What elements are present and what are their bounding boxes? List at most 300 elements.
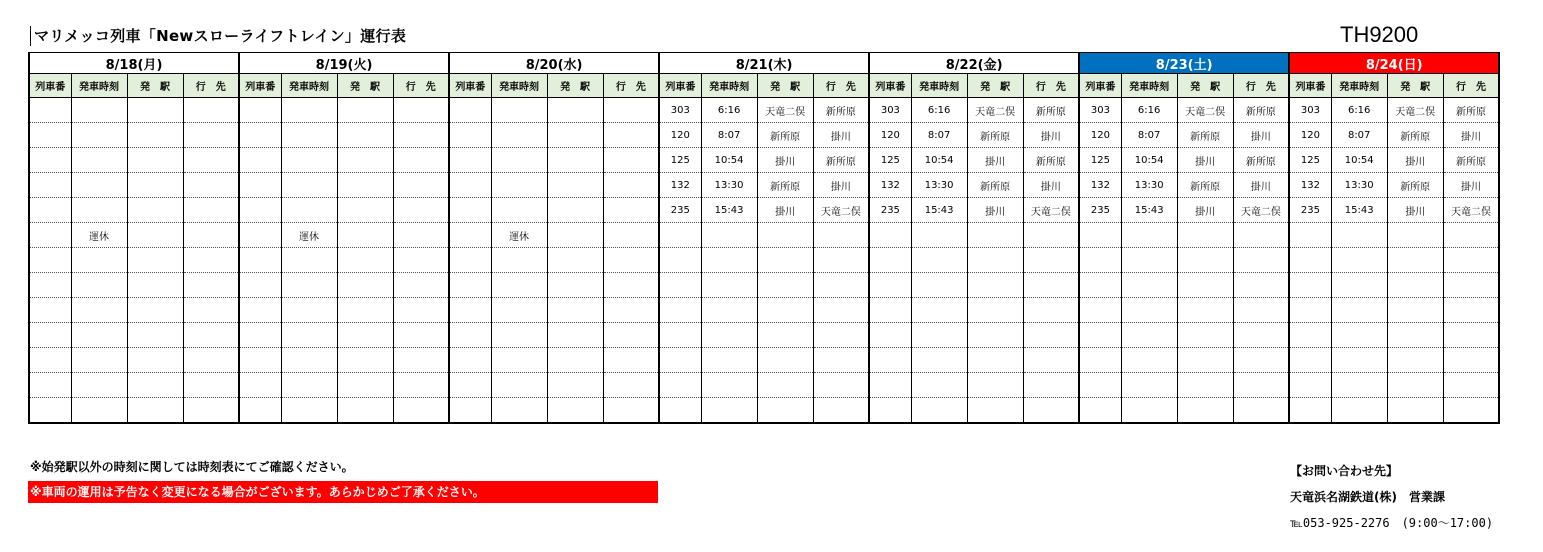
table-cell: 6:16 <box>1121 98 1177 123</box>
table-cell: 13:30 <box>701 173 757 198</box>
empty-cell <box>1289 273 1331 298</box>
empty-cell <box>701 323 757 348</box>
empty-cell <box>71 398 127 424</box>
empty-cell <box>71 198 127 223</box>
empty-cell <box>1387 323 1443 348</box>
table-row <box>29 348 1499 373</box>
empty-cell <box>127 248 183 273</box>
empty-cell <box>1289 373 1331 398</box>
empty-cell <box>1443 248 1499 273</box>
day-header-row <box>29 53 1499 74</box>
table-cell: 掛川 <box>1387 198 1443 223</box>
empty-cell <box>127 373 183 398</box>
table-cell: 13:30 <box>1331 173 1387 198</box>
empty-cell <box>183 98 239 123</box>
empty-cell <box>491 173 547 198</box>
empty-cell <box>71 348 127 373</box>
empty-cell <box>869 248 911 273</box>
column-header: 行 先 <box>1443 74 1499 98</box>
empty-cell <box>547 223 603 248</box>
empty-cell <box>869 373 911 398</box>
table-cell: 120 <box>1289 123 1331 148</box>
table-cell: 132 <box>869 173 911 198</box>
empty-cell <box>1177 248 1233 273</box>
empty-cell <box>281 198 337 223</box>
empty-cell <box>813 348 869 373</box>
empty-cell <box>1233 298 1289 323</box>
table-row <box>29 123 1499 148</box>
table-cell: 235 <box>869 198 911 223</box>
empty-cell <box>449 248 491 273</box>
empty-cell <box>491 198 547 223</box>
empty-cell <box>491 123 547 148</box>
empty-cell <box>29 373 71 398</box>
table-cell: 新所原 <box>1177 123 1233 148</box>
empty-cell <box>1443 398 1499 424</box>
empty-cell <box>449 398 491 424</box>
empty-cell <box>1079 273 1121 298</box>
empty-cell <box>449 348 491 373</box>
empty-cell <box>29 348 71 373</box>
table-cell: 132 <box>659 173 701 198</box>
empty-cell <box>547 123 603 148</box>
empty-cell <box>491 398 547 424</box>
empty-cell <box>967 373 1023 398</box>
column-header: 発 駅 <box>127 74 183 98</box>
table-row <box>29 148 1499 173</box>
empty-cell <box>1023 298 1079 323</box>
empty-cell <box>29 173 71 198</box>
empty-cell <box>911 373 967 398</box>
empty-cell <box>1443 373 1499 398</box>
empty-cell <box>1443 223 1499 248</box>
column-header: 列車番 <box>29 74 71 98</box>
empty-cell <box>127 348 183 373</box>
page-title: マリメッコ列車「Newスローライフトレイン」運行表 <box>30 26 406 46</box>
table-row <box>29 298 1499 323</box>
table-cell: 13:30 <box>1121 173 1177 198</box>
table-cell: 掛川 <box>967 148 1023 173</box>
empty-cell <box>393 373 449 398</box>
empty-cell <box>449 323 491 348</box>
empty-cell <box>71 173 127 198</box>
empty-cell <box>603 348 659 373</box>
empty-cell <box>757 248 813 273</box>
empty-cell <box>701 298 757 323</box>
table-cell: 125 <box>869 148 911 173</box>
empty-cell <box>547 348 603 373</box>
empty-cell <box>1289 348 1331 373</box>
empty-cell <box>183 323 239 348</box>
empty-cell <box>1289 323 1331 348</box>
empty-cell <box>547 298 603 323</box>
empty-cell <box>1121 373 1177 398</box>
empty-cell <box>281 248 337 273</box>
empty-cell <box>491 298 547 323</box>
empty-cell <box>757 298 813 323</box>
empty-cell <box>393 323 449 348</box>
empty-cell <box>1079 223 1121 248</box>
table-cell: 新所原 <box>757 173 813 198</box>
empty-cell <box>393 198 449 223</box>
empty-cell <box>337 398 393 424</box>
empty-cell <box>1023 348 1079 373</box>
table-cell: 新所原 <box>813 98 869 123</box>
table-cell: 303 <box>869 98 911 123</box>
empty-cell <box>393 223 449 248</box>
empty-cell <box>1331 223 1387 248</box>
table-cell: 13:30 <box>911 173 967 198</box>
table-cell: 天竜二俣 <box>1177 98 1233 123</box>
column-header: 発車時刻 <box>1331 74 1387 98</box>
empty-cell <box>393 148 449 173</box>
empty-cell <box>449 373 491 398</box>
table-cell: 10:54 <box>1331 148 1387 173</box>
train-code: TH9200 <box>1340 22 1419 47</box>
empty-cell <box>603 373 659 398</box>
empty-cell <box>127 273 183 298</box>
empty-cell <box>71 323 127 348</box>
table-cell: 天竜二俣 <box>1023 198 1079 223</box>
empty-cell <box>813 223 869 248</box>
empty-cell <box>1233 248 1289 273</box>
empty-cell <box>603 148 659 173</box>
empty-cell <box>701 398 757 424</box>
column-header: 発車時刻 <box>71 74 127 98</box>
table-cell: 303 <box>1289 98 1331 123</box>
table-cell: 新所原 <box>1177 173 1233 198</box>
empty-cell <box>281 173 337 198</box>
empty-cell <box>239 248 281 273</box>
column-header: 列車番 <box>659 74 701 98</box>
empty-cell <box>281 123 337 148</box>
empty-cell <box>1331 273 1387 298</box>
empty-cell <box>967 223 1023 248</box>
table-cell: 新所原 <box>967 173 1023 198</box>
empty-cell <box>1233 348 1289 373</box>
empty-cell <box>1079 348 1121 373</box>
empty-cell <box>547 198 603 223</box>
empty-cell <box>967 248 1023 273</box>
empty-cell <box>603 398 659 424</box>
empty-cell <box>239 373 281 398</box>
table-cell: 15:43 <box>911 198 967 223</box>
empty-cell <box>183 148 239 173</box>
empty-cell <box>1331 248 1387 273</box>
table-cell: 新所原 <box>757 123 813 148</box>
empty-cell <box>869 273 911 298</box>
column-header: 発 駅 <box>757 74 813 98</box>
table-cell: 新所原 <box>1443 98 1499 123</box>
empty-cell <box>337 98 393 123</box>
table-row <box>29 373 1499 398</box>
table-row <box>29 323 1499 348</box>
empty-cell <box>603 123 659 148</box>
table-cell: 125 <box>1289 148 1331 173</box>
empty-cell <box>183 398 239 424</box>
empty-cell <box>183 298 239 323</box>
empty-cell <box>337 148 393 173</box>
contact-company: 天竜浜名湖鉄道(株) 営業課 <box>1290 490 1445 504</box>
empty-cell <box>1079 323 1121 348</box>
empty-cell <box>869 223 911 248</box>
empty-cell <box>603 248 659 273</box>
empty-cell <box>281 98 337 123</box>
day-header: 8/22(金) <box>869 53 1079 74</box>
empty-cell <box>813 323 869 348</box>
empty-cell <box>1177 323 1233 348</box>
empty-cell <box>1289 223 1331 248</box>
empty-cell <box>29 123 71 148</box>
empty-cell <box>813 298 869 323</box>
empty-cell <box>337 198 393 223</box>
column-header: 行 先 <box>1233 74 1289 98</box>
empty-cell <box>547 273 603 298</box>
table-cell: 120 <box>869 123 911 148</box>
empty-cell <box>127 98 183 123</box>
empty-cell <box>239 173 281 198</box>
empty-cell <box>869 298 911 323</box>
table-cell: 6:16 <box>1331 98 1387 123</box>
empty-cell <box>71 148 127 173</box>
empty-cell <box>127 323 183 348</box>
table-cell: 15:43 <box>701 198 757 223</box>
empty-cell <box>1079 248 1121 273</box>
column-header: 発車時刻 <box>701 74 757 98</box>
empty-cell <box>659 248 701 273</box>
suspended-label: 運休 <box>491 223 547 248</box>
empty-cell <box>183 373 239 398</box>
empty-cell <box>1079 373 1121 398</box>
suspended-label: 運休 <box>281 223 337 248</box>
column-header: 発車時刻 <box>491 74 547 98</box>
table-cell: 15:43 <box>1331 198 1387 223</box>
column-header: 行 先 <box>603 74 659 98</box>
empty-cell <box>239 273 281 298</box>
column-header: 列車番 <box>239 74 281 98</box>
empty-cell <box>603 98 659 123</box>
empty-cell <box>547 248 603 273</box>
empty-cell <box>491 273 547 298</box>
empty-cell <box>393 98 449 123</box>
empty-cell <box>127 123 183 148</box>
contact-heading: 【お問い合わせ先】 <box>1290 464 1399 478</box>
empty-cell <box>393 398 449 424</box>
table-cell: 天竜二俣 <box>1233 198 1289 223</box>
empty-cell <box>239 298 281 323</box>
empty-cell <box>547 148 603 173</box>
empty-cell <box>911 323 967 348</box>
table-cell: 新所原 <box>1023 98 1079 123</box>
schedule-body <box>29 98 1499 424</box>
empty-cell <box>1233 223 1289 248</box>
table-cell: 235 <box>1079 198 1121 223</box>
empty-cell <box>1387 398 1443 424</box>
table-cell: 132 <box>1289 173 1331 198</box>
table-cell: 303 <box>659 98 701 123</box>
column-header: 発 駅 <box>337 74 393 98</box>
column-header-row <box>29 74 1499 98</box>
empty-cell <box>1121 398 1177 424</box>
empty-cell <box>659 273 701 298</box>
empty-cell <box>393 348 449 373</box>
empty-cell <box>239 398 281 424</box>
day-header: 8/23(土) <box>1079 53 1289 74</box>
table-cell: 120 <box>659 123 701 148</box>
table-cell: 掛川 <box>1443 173 1499 198</box>
empty-cell <box>659 348 701 373</box>
empty-cell <box>449 198 491 223</box>
empty-cell <box>1443 273 1499 298</box>
empty-cell <box>337 298 393 323</box>
empty-cell <box>29 398 71 424</box>
empty-cell <box>281 148 337 173</box>
empty-cell <box>603 323 659 348</box>
empty-cell <box>71 123 127 148</box>
empty-cell <box>1121 273 1177 298</box>
table-cell: 掛川 <box>1023 173 1079 198</box>
empty-cell <box>967 398 1023 424</box>
empty-cell <box>281 373 337 398</box>
table-row <box>29 248 1499 273</box>
column-header: 発車時刻 <box>911 74 967 98</box>
empty-cell <box>449 148 491 173</box>
empty-cell <box>281 298 337 323</box>
schedule-table <box>28 52 1500 424</box>
empty-cell <box>127 298 183 323</box>
empty-cell <box>393 123 449 148</box>
empty-cell <box>281 398 337 424</box>
empty-cell <box>127 148 183 173</box>
table-cell: 125 <box>1079 148 1121 173</box>
suspended-label: 運休 <box>71 223 127 248</box>
empty-cell <box>29 148 71 173</box>
empty-cell <box>281 348 337 373</box>
empty-cell <box>967 273 1023 298</box>
table-cell: 125 <box>659 148 701 173</box>
empty-cell <box>1177 398 1233 424</box>
column-header: 発 駅 <box>967 74 1023 98</box>
column-header: 列車番 <box>449 74 491 98</box>
empty-cell <box>1177 223 1233 248</box>
column-header: 列車番 <box>1289 74 1331 98</box>
empty-cell <box>1233 373 1289 398</box>
empty-cell <box>603 273 659 298</box>
vehicle-change-notice: ※車両の運用は予告なく変更になる場合がございます。あらかじめご了承ください。 <box>28 481 658 503</box>
empty-cell <box>911 273 967 298</box>
table-cell: 8:07 <box>701 123 757 148</box>
column-header: 行 先 <box>393 74 449 98</box>
empty-cell <box>239 223 281 248</box>
empty-cell <box>1331 373 1387 398</box>
table-cell: 235 <box>659 198 701 223</box>
table-cell: 新所原 <box>1387 123 1443 148</box>
empty-cell <box>491 373 547 398</box>
table-cell: 10:54 <box>911 148 967 173</box>
empty-cell <box>239 198 281 223</box>
empty-cell <box>1121 348 1177 373</box>
empty-cell <box>1023 323 1079 348</box>
empty-cell <box>659 398 701 424</box>
empty-cell <box>71 373 127 398</box>
empty-cell <box>757 348 813 373</box>
table-cell: 120 <box>1079 123 1121 148</box>
table-cell: 掛川 <box>1233 123 1289 148</box>
table-cell: 掛川 <box>813 123 869 148</box>
empty-cell <box>29 248 71 273</box>
empty-cell <box>1177 348 1233 373</box>
empty-cell <box>1023 373 1079 398</box>
table-cell: 8:07 <box>911 123 967 148</box>
empty-cell <box>491 148 547 173</box>
empty-cell <box>701 348 757 373</box>
empty-cell <box>757 323 813 348</box>
table-cell: 掛川 <box>813 173 869 198</box>
empty-cell <box>337 373 393 398</box>
empty-cell <box>659 298 701 323</box>
table-row <box>29 273 1499 298</box>
empty-cell <box>603 198 659 223</box>
table-row <box>29 398 1499 424</box>
empty-cell <box>1387 298 1443 323</box>
column-header: 行 先 <box>1023 74 1079 98</box>
empty-cell <box>337 248 393 273</box>
table-cell: 新所原 <box>1233 148 1289 173</box>
empty-cell <box>1121 223 1177 248</box>
column-header: 発車時刻 <box>281 74 337 98</box>
timetable-note: ※始発駅以外の時刻に関しては時刻表にてご確認ください。 <box>30 460 354 474</box>
empty-cell <box>701 248 757 273</box>
table-cell: 新所原 <box>1443 148 1499 173</box>
table-cell: 掛川 <box>1387 148 1443 173</box>
day-header: 8/20(水) <box>449 53 659 74</box>
table-cell: 6:16 <box>701 98 757 123</box>
table-cell: 303 <box>1079 98 1121 123</box>
table-row <box>29 223 1499 248</box>
column-header: 発車時刻 <box>1121 74 1177 98</box>
empty-cell <box>1079 398 1121 424</box>
empty-cell <box>1331 298 1387 323</box>
empty-cell <box>71 248 127 273</box>
empty-cell <box>449 223 491 248</box>
empty-cell <box>337 348 393 373</box>
empty-cell <box>127 198 183 223</box>
empty-cell <box>1289 298 1331 323</box>
empty-cell <box>491 348 547 373</box>
table-cell: 10:54 <box>701 148 757 173</box>
table-cell: 天竜二俣 <box>1387 98 1443 123</box>
empty-cell <box>659 223 701 248</box>
empty-cell <box>183 173 239 198</box>
column-header: 行 先 <box>183 74 239 98</box>
empty-cell <box>1387 348 1443 373</box>
empty-cell <box>393 273 449 298</box>
empty-cell <box>393 248 449 273</box>
empty-cell <box>911 223 967 248</box>
empty-cell <box>659 373 701 398</box>
table-cell: 天竜二俣 <box>1443 198 1499 223</box>
day-header: 8/19(火) <box>239 53 449 74</box>
empty-cell <box>1289 398 1331 424</box>
empty-cell <box>337 173 393 198</box>
empty-cell <box>1023 248 1079 273</box>
column-header: 行 先 <box>813 74 869 98</box>
empty-cell <box>183 348 239 373</box>
empty-cell <box>29 298 71 323</box>
table-cell: 新所原 <box>967 123 1023 148</box>
empty-cell <box>1443 323 1499 348</box>
empty-cell <box>449 173 491 198</box>
